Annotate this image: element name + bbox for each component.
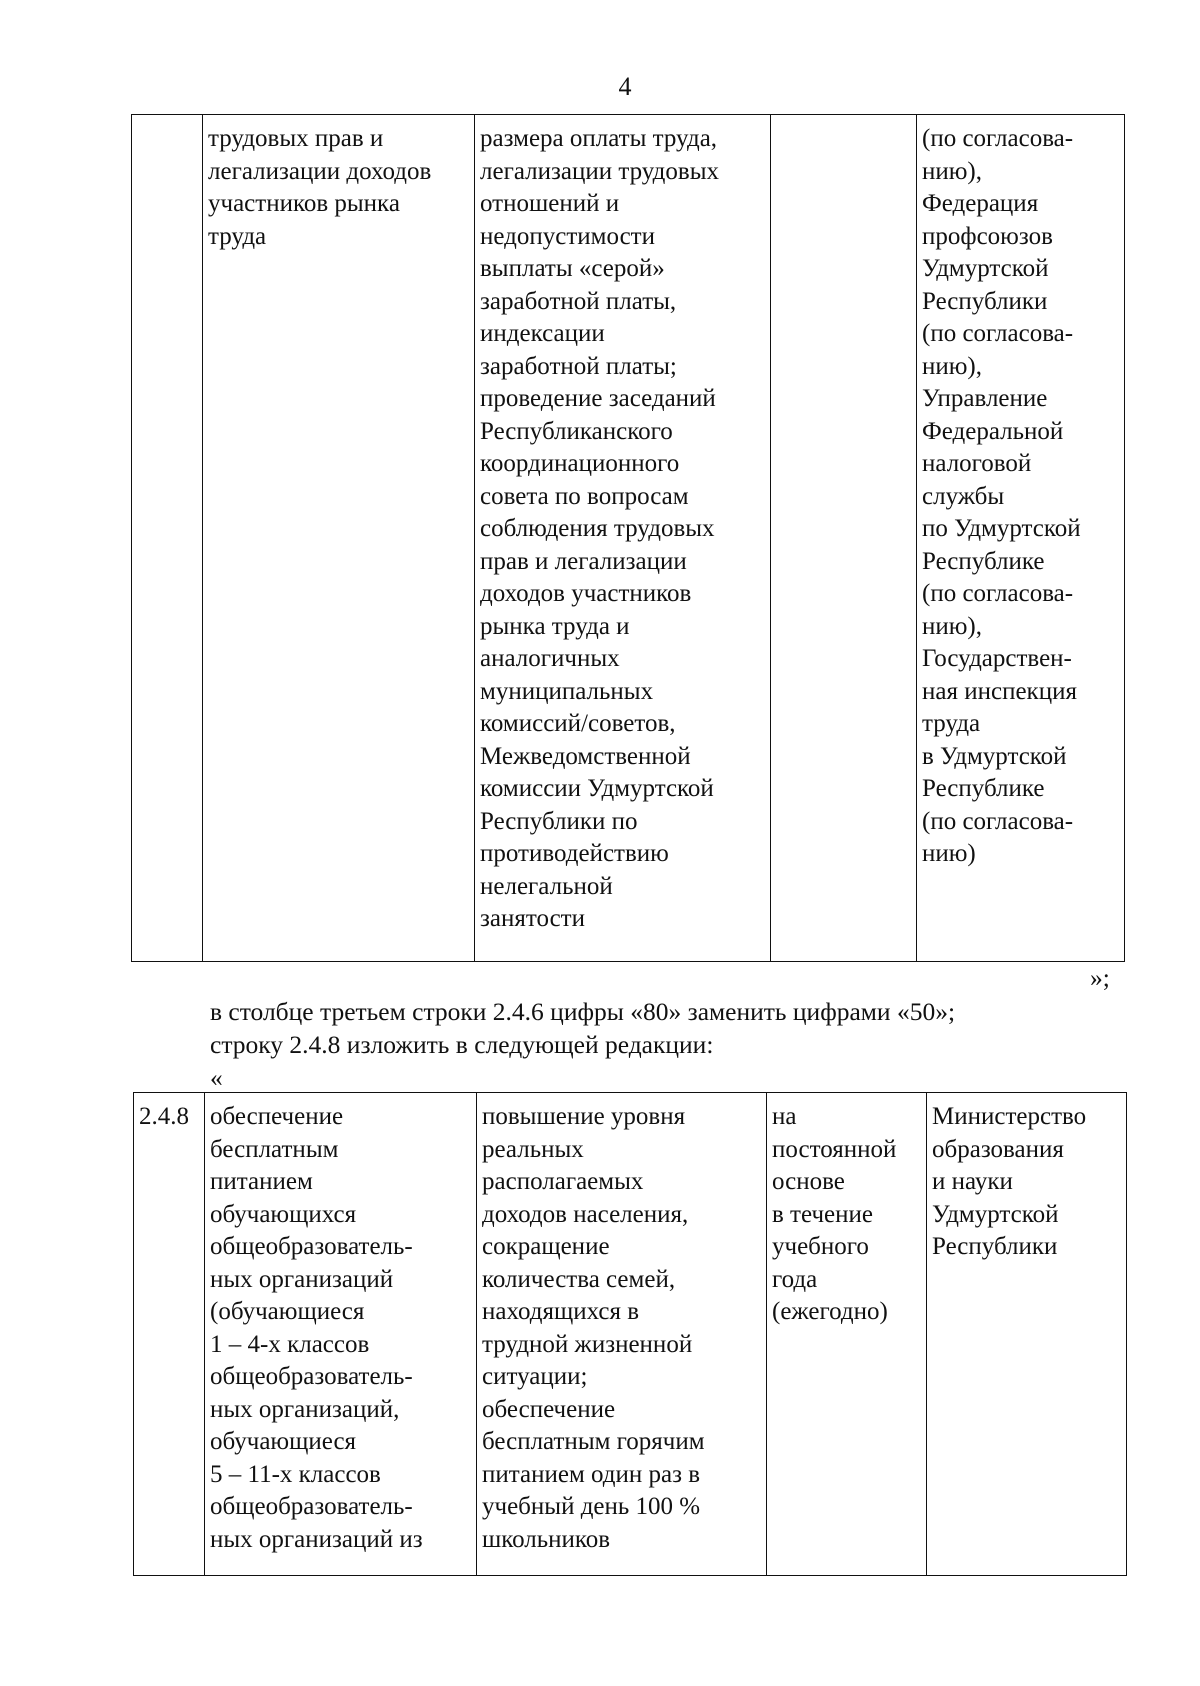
expected-result-cell: повышение уровня реальных располагаемых доходов населения, сокращение количества семей, находящихся в трудной жизненной ситуации; обеспечение бесплатным горячим питанием один раз в учебный день 100 % школьников bbox=[477, 1093, 767, 1576]
opening-quote: « bbox=[210, 1063, 223, 1092]
responsible-cell: (по согласова- нию), Федерация профсоюзов Удмуртской Республики (по согласова- нию), Управление Федеральной налоговой службы по Удмуртской Республике (по согласова- нию), Государствен- ная инспекция труда в Удмуртской Республике (по согласова- нию) bbox=[917, 115, 1125, 962]
measures-table-continuation bbox=[131, 114, 1125, 962]
measures-table-new-row bbox=[133, 1092, 1127, 1576]
closing-quote: »; bbox=[1090, 963, 1110, 992]
expected-result-cell: размера оплаты труда, легализации трудовых отношений и недопустимости выплаты «серой» заработной платы, индексации заработной платы; проведение заседаний Республиканского координационного совета по вопросам соблюдения трудовых прав и легализации доходов участников рынка труда и аналогичных муниципальных комиссий/советов, Межведомственной комиссии Удмуртской Республики по противодействию нелегальной занятости bbox=[475, 115, 771, 962]
page-number: 4 bbox=[618, 72, 632, 101]
measure-name-cell: обеспечение бесплатным питанием обучающихся общеобразователь- ных организаций (обучающиеся 1 – 4-х классов общеобразователь- ных организаций, обучающиеся 5 – 11-х классов общеобразователь- ных организаций из bbox=[205, 1093, 477, 1576]
amendment-paragraph-1: в столбце третьем строки 2.4.6 цифры «80» заменить цифрами «50»; bbox=[210, 997, 956, 1026]
deadline-cell bbox=[771, 115, 917, 962]
row-number-cell bbox=[132, 115, 203, 962]
responsible-cell: Министерство образования и науки Удмуртской Республики bbox=[927, 1093, 1127, 1576]
table-row bbox=[132, 115, 1125, 962]
measure-name-cell: трудовых прав и легализации доходов участников рынка труда bbox=[203, 115, 475, 962]
table-row bbox=[134, 1093, 1127, 1576]
deadline-cell: на постоянной основе в течение учебного года (ежегодно) bbox=[767, 1093, 927, 1576]
row-number-cell: 2.4.8 bbox=[134, 1093, 205, 1576]
amendment-paragraph-2: строку 2.4.8 изложить в следующей редакции: bbox=[210, 1030, 714, 1059]
